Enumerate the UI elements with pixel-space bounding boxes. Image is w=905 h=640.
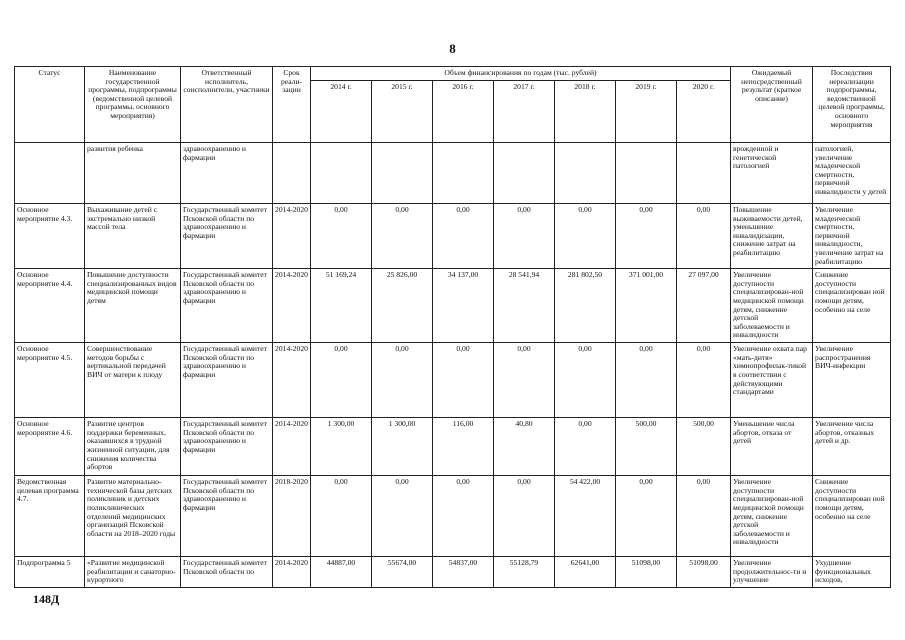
header-consequences: Последствия нереализации подпрограммы, ведомственной целевой программы, основного мероприятия	[813, 67, 891, 143]
cell-amount: 1 300,00	[311, 418, 372, 476]
cell-term: 2014-2020	[273, 557, 311, 588]
cell-amount: 0,00	[372, 204, 433, 269]
cell-term: 2014-2020	[273, 343, 311, 418]
header-year: 2020 г.	[677, 81, 731, 143]
cell-responsible: Государственный комитет Псковской области по	[181, 557, 273, 588]
cell-name: «Развитие медицинской реабилитации и санаторно-курортного	[85, 557, 181, 588]
table-row	[15, 557, 891, 588]
header-name: Наименование государственной программы, подпрограммы (ведомственной целевой программы, основного мероприятия)	[85, 67, 181, 143]
cell-term: 2014-2020	[273, 418, 311, 476]
cell-amount: 500,00	[616, 418, 677, 476]
cell-amount: 0,00	[677, 343, 731, 418]
cell-amount: 0,00	[372, 343, 433, 418]
header-year: 2014 г.	[311, 81, 372, 143]
cell-amount: 0,00	[677, 476, 731, 557]
cell-consequences: Увеличение распространения ВИЧ-инфекции	[813, 343, 891, 418]
cell-amount: 0,00	[433, 343, 494, 418]
cell-amount: 51098,00	[616, 557, 677, 588]
cell-amount: 1 300,00	[372, 418, 433, 476]
cell-amount	[433, 143, 494, 204]
header-year: 2016 г.	[433, 81, 494, 143]
cell-amount: 281 802,50	[555, 269, 616, 343]
cell-consequences: Снижение доступности специализирован ной помощи детям, особенно на селе	[813, 476, 891, 557]
cell-expected: Увеличение доступности специализирован-ной медицинской помощи детям, снижение детской заболеваемости и инвалидности	[731, 476, 813, 557]
header-financing: Объем финансирования по годам (тыс. рублей)	[311, 67, 731, 81]
cell-amount: 0,00	[433, 204, 494, 269]
cell-amount: 0,00	[616, 476, 677, 557]
cell-amount: 0,00	[494, 343, 555, 418]
cell-amount	[311, 143, 372, 204]
table-row	[15, 269, 891, 343]
cell-amount	[372, 143, 433, 204]
cell-amount: 0,00	[555, 204, 616, 269]
cell-amount: 54 422,00	[555, 476, 616, 557]
cell-amount: 0,00	[494, 476, 555, 557]
cell-name: Выхаживание детей с экстремально низкой массой тела	[85, 204, 181, 269]
cell-amount: 0,00	[677, 204, 731, 269]
cell-expected: Уменьшение числа абортов, отказа от детей	[731, 418, 813, 476]
cell-term	[273, 143, 311, 204]
cell-name: Развитие материально-технической базы детских поликлиник и детских поликлинических отделений медицинских организаций Псковской области на 2018–2020 годы	[85, 476, 181, 557]
cell-amount: 40,80	[494, 418, 555, 476]
cell-amount: 0,00	[616, 204, 677, 269]
cell-status: Подпрограмма 5	[15, 557, 85, 588]
table-row	[15, 143, 891, 204]
cell-consequences: патологией, увеличение младенческой смертности, первичной инвалидности у детей	[813, 143, 891, 204]
financing-table	[14, 66, 891, 588]
cell-amount: 55128,79	[494, 557, 555, 588]
cell-status: Основное мероприятие 4.3.	[15, 204, 85, 269]
cell-amount	[494, 143, 555, 204]
cell-status: Основное мероприятие 4.4.	[15, 269, 85, 343]
cell-expected: Увеличение доступности специализирован-ной медицинской помощи детям, снижение детской заболеваемости и инвалидности	[731, 269, 813, 343]
header-year: 2019 г.	[616, 81, 677, 143]
table-row	[15, 204, 891, 269]
cell-amount: 55674,00	[372, 557, 433, 588]
cell-amount: 0,00	[311, 343, 372, 418]
cell-name: Развитие центров поддержки беременных, оказавшихся в трудной жизненной ситуации, для снижения количества абортов	[85, 418, 181, 476]
cell-amount: 62641,00	[555, 557, 616, 588]
cell-responsible: Государственный комитет Псковской области по здравоохранению и фармации	[181, 418, 273, 476]
header-year: 2015 г.	[372, 81, 433, 143]
cell-amount	[616, 143, 677, 204]
cell-amount: 28 541,94	[494, 269, 555, 343]
cell-amount: 0,00	[616, 343, 677, 418]
cell-name: развития ребенка	[85, 143, 181, 204]
cell-amount	[555, 143, 616, 204]
header-expected: Ожидаемый непосредственный результат (краткое описание)	[731, 67, 813, 143]
cell-amount: 34 137,00	[433, 269, 494, 343]
cell-amount: 51 169,24	[311, 269, 372, 343]
cell-expected: Увеличение продолжительнос-ти и улучшение	[731, 557, 813, 588]
cell-name: Совершенствование методов борьбы с вертикальной передачей ВИЧ от матери к плоду	[85, 343, 181, 418]
table-row	[15, 343, 891, 418]
header-year: 2018 г.	[555, 81, 616, 143]
cell-responsible: Государственный комитет Псковской области по здравоохранению и фармации	[181, 204, 273, 269]
cell-amount: 44887,00	[311, 557, 372, 588]
cell-responsible: Государственный комитет Псковской области по здравоохранению и фармации	[181, 476, 273, 557]
cell-amount: 0,00	[311, 476, 372, 557]
cell-amount: 0,00	[555, 418, 616, 476]
header-year: 2017 г.	[494, 81, 555, 143]
cell-amount: 371 001,00	[616, 269, 677, 343]
cell-consequences: Снижение доступности специализирован ной помощи детям, особенно на селе	[813, 269, 891, 343]
cell-responsible: Государственный комитет Псковской области по здравоохранению и фармации	[181, 343, 273, 418]
cell-responsible: Государственный комитет Псковской области по здравоохранению и фармации	[181, 269, 273, 343]
header-status: Статус	[15, 67, 85, 143]
cell-amount: 116,00	[433, 418, 494, 476]
table-row	[15, 476, 891, 557]
cell-amount	[677, 143, 731, 204]
cell-amount: 0,00	[433, 476, 494, 557]
cell-consequences: Увеличение числа абортов, отказных детей и др.	[813, 418, 891, 476]
cell-amount: 500,00	[677, 418, 731, 476]
header-responsible: Ответственный исполнитель, соисполнители, участники	[181, 67, 273, 143]
cell-amount: 0,00	[311, 204, 372, 269]
footer-mark: 148Д	[33, 592, 60, 606]
cell-amount: 54837,00	[433, 557, 494, 588]
cell-status	[15, 143, 85, 204]
header-row-top	[15, 67, 891, 81]
cell-status: Основное мероприятие 4.6.	[15, 418, 85, 476]
cell-status: Основное мероприятие 4.5.	[15, 343, 85, 418]
cell-consequences: Увеличение младенческой смертности, первичной инвалидности, увеличение затрат на реабилитацию	[813, 204, 891, 269]
cell-responsible: здравоохранению и фармации	[181, 143, 273, 204]
cell-status: Ведомственная целевая программа 4.7.	[15, 476, 85, 557]
cell-expected: врожденной и генетической патологией	[731, 143, 813, 204]
cell-expected: Повышение выживаемости детей, уменьшение инвалидизации, снижение затрат на реабилитацию	[731, 204, 813, 269]
cell-term: 2018-2020	[273, 476, 311, 557]
cell-term: 2014-2020	[273, 269, 311, 343]
cell-amount: 0,00	[494, 204, 555, 269]
cell-amount: 51098,00	[677, 557, 731, 588]
header-term: Срок реали-зации	[273, 67, 311, 143]
table-row	[15, 418, 891, 476]
cell-name: Повышение доступности специализированных видов медицинской помощи детям	[85, 269, 181, 343]
cell-expected: Увеличение охвата пар «мать-дитя» химиопрофилак-тикой в соответствии с действующими стандартами	[731, 343, 813, 418]
cell-amount: 27 097,00	[677, 269, 731, 343]
cell-consequences: Ухудшение функциональных исходов,	[813, 557, 891, 588]
page-number: 8	[449, 41, 456, 56]
cell-term: 2014-2020	[273, 204, 311, 269]
cell-amount: 25 826,00	[372, 269, 433, 343]
cell-amount: 0,00	[555, 343, 616, 418]
cell-amount: 0,00	[372, 476, 433, 557]
